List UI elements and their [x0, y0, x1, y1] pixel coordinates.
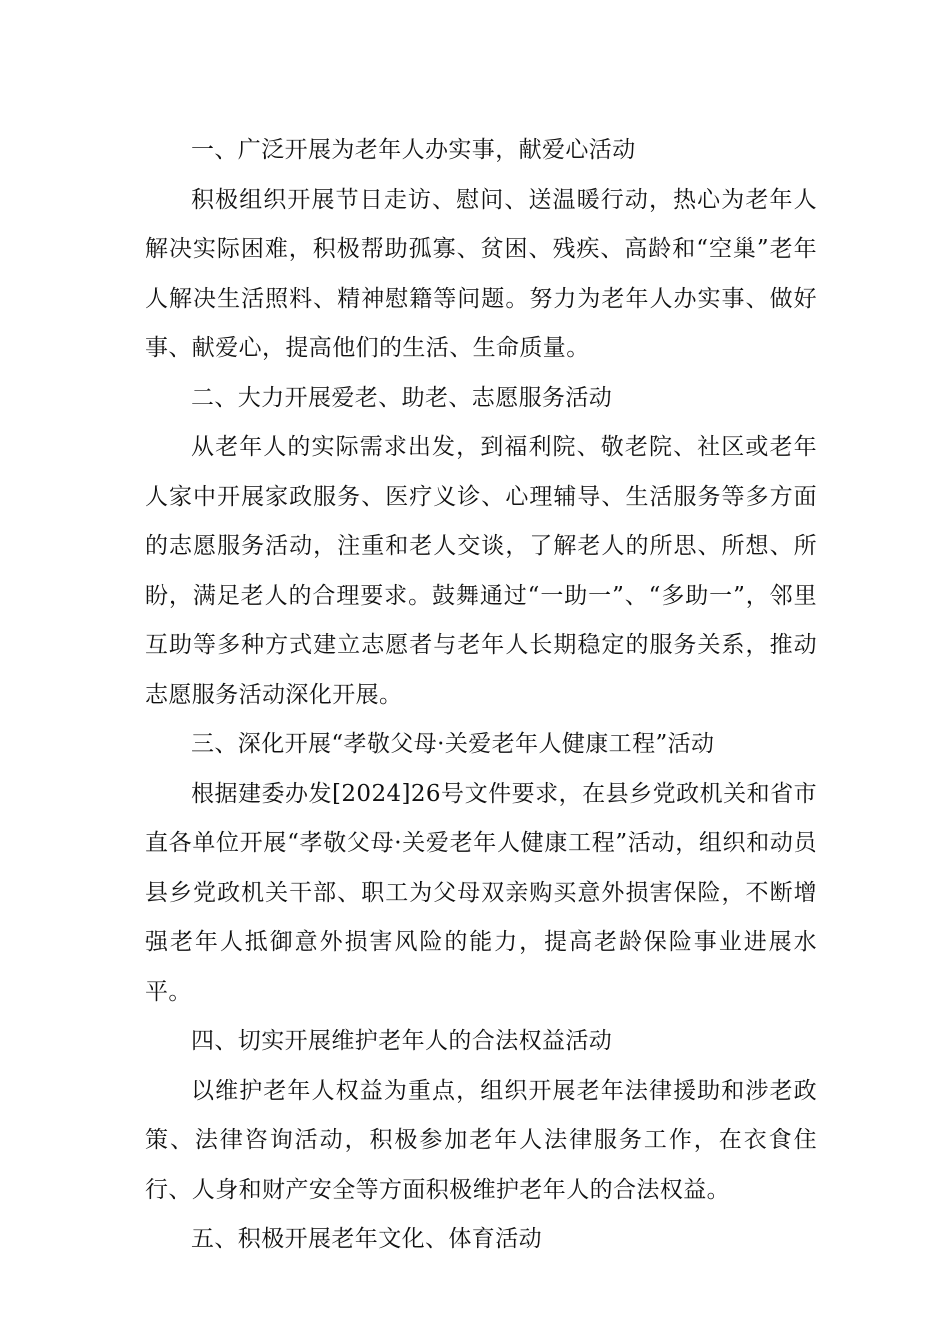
section-paragraph-2: 从老年人的实际需求出发，到福利院、敬老院、社区或老年人家中开展家政服务、医疗义诊、心理辅导、生活服务等多方面的志愿服务活动，注重和老人交谈，了解老人的所思、所想、所盼，满足老人的合理要求。鼓舞通过“一助一”、“多助一”，邻里互助等多种方式建立志愿者与老年人长期稳定的服务关系，推动志愿服务活动深化开展。	[145, 434, 817, 708]
section-paragraph-3: 根据建委办发[2024]26号文件要求，在县乡党政机关和省市直各单位开展“孝敬父母·关爱老年人健康工程”活动，组织和动员县乡党政机关干部、职工为父母双亲购买意外损害保险，不断增强老年人抵御意外损害风险的能力，提高老龄保险事业进展水平。	[145, 780, 817, 1005]
section-heading-3: 三、深化开展“孝敬父母·关爱老年人健康工程”活动	[191, 731, 715, 757]
section-heading-4: 四、切实开展维护老年人的合法权益活动	[191, 1028, 613, 1054]
document-body	[145, 126, 817, 1265]
section-heading-1: 一、广泛开展为老年人办实事，献爱心活动	[191, 137, 636, 163]
section-heading-2: 二、大力开展爱老、助老、志愿服务活动	[191, 384, 613, 411]
section-paragraph-1: 积极组织开展节日走访、慰问、送温暖行动，热心为老年人解决实际困难，积极帮助孤寡、贫困、残疾、高龄和“空巢”老年人解决生活照料、精神慰籍等问题。努力为老年人办实事、做好事、献爱心，提高他们的生活、生命质量。	[145, 186, 817, 361]
section-paragraph-4: 以维护老年人权益为重点，组织开展老年法律援助和涉老政策、法律咨询活动，积极参加老年人法律服务工作，在衣食住行、人身和财产安全等方面积极维护老年人的合法权益。	[145, 1077, 817, 1203]
section-heading-5: 五、积极开展老年文化、体育活动	[191, 1226, 542, 1252]
